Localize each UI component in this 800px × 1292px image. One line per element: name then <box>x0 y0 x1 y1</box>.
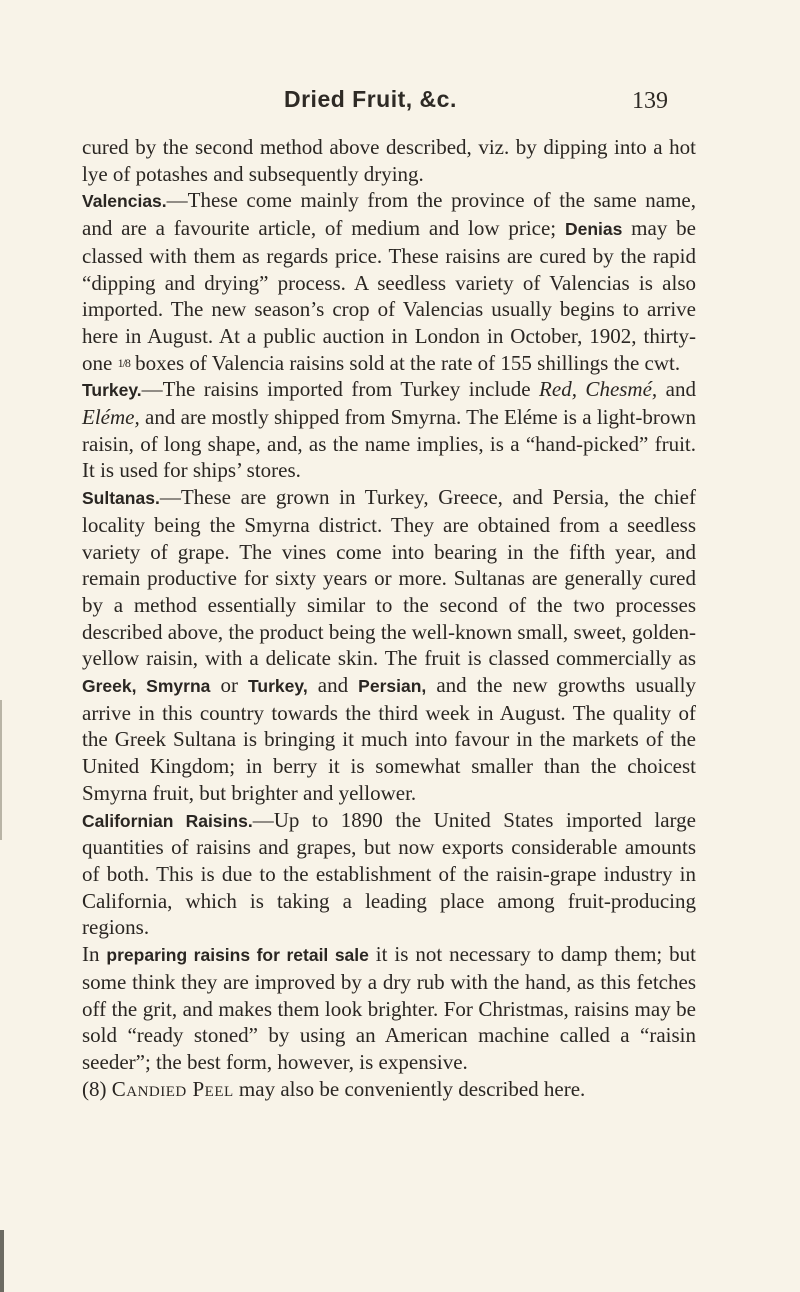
paragraph-text: and <box>307 673 359 698</box>
paragraph-text: boxes of Valencia raisins sold at the rate of 155 shillings the cwt. <box>129 350 681 375</box>
paragraph-continuation <box>82 134 696 187</box>
page-edge-binding <box>0 1230 4 1292</box>
paragraph-text: may also be conveniently described here. <box>233 1076 586 1101</box>
run-in-heading: Californian Raisins. <box>82 810 253 831</box>
paragraph-text: —Up to 1890 the United States imported large quantities of raisins and grapes, but now exports considerable amounts of both. This is due to the establishment of the raisin-grape industry in California, which is taking a leading place among fruit-producing regions. <box>82 807 696 940</box>
bold-term: Turkey, <box>248 676 308 697</box>
run-in-heading: Turkey. <box>82 380 142 401</box>
paragraph-text: —These come mainly from the province of the same name, and are a favourite article, of medium and low price; <box>82 188 696 241</box>
paragraph-text: and are mostly shipped from Smyrna. The Eléme is a light-brown raisin, of long shape, and, as the name implies, is a “hand-picked” fruit. It is used for ships’ stores. <box>82 405 696 483</box>
paragraph-text: it is not necessary to damp them; but some think they are improved by a dry rub with the hand, as this fetches off the grit, and makes them look brighter. For Christmas, raisins may be sold “ready stoned” by using an American machine called a “raisin seeder”; the best form, however, is expensive. <box>82 942 697 1074</box>
running-head: Dried Fruit, &c. <box>284 86 457 112</box>
paragraph-valencias <box>82 187 696 376</box>
paragraph-turkey <box>82 376 696 484</box>
italic-term: Eléme, <box>82 405 140 430</box>
paragraph-sultanas <box>82 484 696 806</box>
run-in-heading: Sultanas. <box>82 488 160 509</box>
body-text <box>82 134 696 1102</box>
paragraph-text: In <box>82 942 107 967</box>
bold-term: Persian, <box>358 676 427 697</box>
page-header <box>0 86 800 126</box>
run-in-heading: Valencias. <box>82 191 167 212</box>
bold-term: preparing raisins for retail sale <box>106 945 369 966</box>
paragraph-text: —These are grown in Turkey, Greece, and Persia, the chief locality being the Smyrna district. They are obtained from a seedless variety of grape. The vines come into bearing in the fifth year, and remain productive for sixty years or more. Sultanas are generally cured by a method essentially similar to the second of the two processes described above, the product being the well-known small, sweet, golden-yellow raisin, with a delicate skin. The fruit is classed commercially as <box>82 485 696 671</box>
paragraph-text: and <box>657 377 696 402</box>
paragraph-text: or <box>210 673 249 698</box>
bold-term: Denias <box>564 219 623 240</box>
fraction: 1/8 <box>117 355 130 370</box>
paragraph-californian <box>82 807 696 942</box>
paragraph-text: (8) <box>82 1076 112 1101</box>
paragraph-text: cured by the second method above described, viz. by dipping into a hot lye of potashes and subsequently drying. <box>82 135 696 186</box>
page-edge-shadow <box>0 700 2 840</box>
paragraph-candied-peel <box>82 1076 696 1103</box>
paragraph-text: —The raisins imported from Turkey include <box>141 377 540 402</box>
italic-term: Red, Chesmé, <box>539 377 658 402</box>
paragraph-text: may be classed with them as regards price. These raisins are cured by the rapid “dipping and drying” process. A seedless variety of Valencias is also imported. The new season’s crop of Valencias usually begins to arrive here in August. At a public auction in London in October, 1902, thirty-one <box>82 216 696 375</box>
paragraph-text: and the new growths usually arrive in this country towards the third week in August. The quality of the Greek Sultana is bringing it much into favour in the markets of the United Kingdom; in berry it is somewhat smaller than the choicest Smyrna fruit, but brighter and yellower. <box>82 673 696 805</box>
bold-term: Greek, Smyrna <box>82 676 211 697</box>
small-caps-term: Candied Peel <box>111 1076 234 1101</box>
paragraph-preparing <box>82 941 696 1076</box>
page-number: 139 <box>632 88 668 114</box>
